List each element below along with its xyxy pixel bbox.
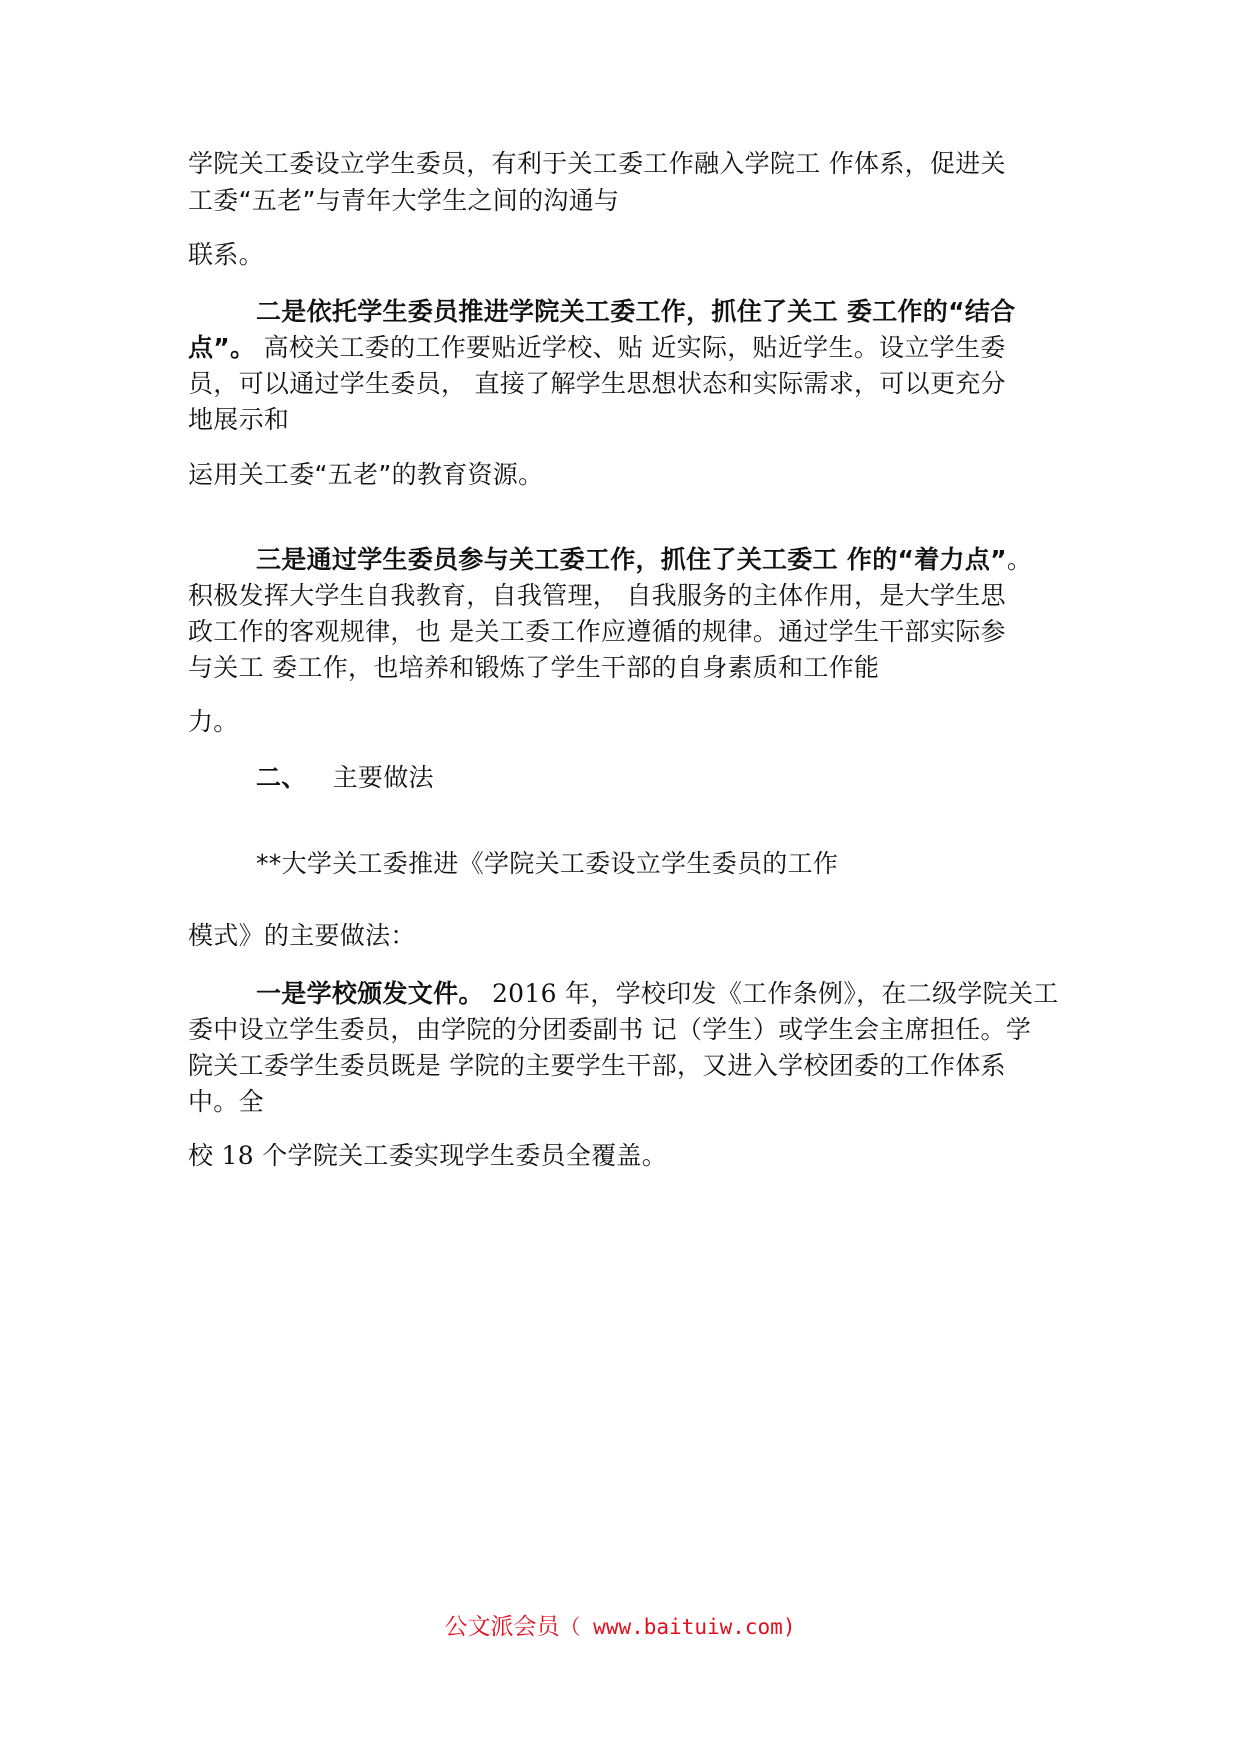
- paragraph3-lead: [256, 542, 1136, 578]
- footer-url[interactable]: （ www.baituiw.com): [559, 1615, 796, 1639]
- paragraph3-lead-bold: 三是通过学生委员参与关工委工作，抓住了关工委工 作的“着力点”: [256, 545, 1007, 574]
- section2-number: 二、: [256, 763, 307, 792]
- paragraph5-line1: [256, 976, 1136, 1012]
- section2-title: 主要做法: [332, 763, 434, 792]
- paragraph5-line2: 委中设立学生委员，由学院的分团委副书 记（学生）或学生会主席担任。学: [188, 1015, 1032, 1044]
- paragraph4-line1: **大学关工委推进《学院关工委设立学生委员的工作: [256, 849, 839, 878]
- paragraph3-lead-tail: 。: [1006, 545, 1033, 574]
- paragraph5-count: 18: [221, 1141, 254, 1170]
- paragraph3-line4: 与关工 委工作，也培养和锻炼了学生干部的自身素质和工作能: [188, 653, 880, 682]
- paragraph3-line2: 积极发挥大学生自我教育，自我管理， 自我服务的主体作用，是大学生思: [188, 581, 1006, 610]
- paragraph1-line3: 联系。: [188, 240, 264, 269]
- paragraph2-line5: 运用关工委“五老”的教育资源。: [188, 460, 544, 489]
- paragraph3-line3: 政工作的客观规律，也 是关工委工作应遵循的规律。通过学生干部实际参: [188, 617, 1006, 646]
- section2-heading: [256, 760, 1136, 796]
- paragraph5-line5: [188, 1138, 1068, 1174]
- paragraph5-year: 2016: [483, 979, 566, 1008]
- paragraph2-lead: 二是依托学生委员推进学院关工委工作，抓住了关工 委工作的“结合: [256, 297, 1016, 326]
- paragraph5-line1-rest: 年，学校印发《工作条例》，在二级学院关工: [565, 979, 1059, 1008]
- footer-brand: 公文派会员: [444, 1614, 560, 1640]
- paragraph4-line2: 模式》的主要做法：: [188, 921, 416, 950]
- paragraph5-line5-pre: 校: [188, 1141, 222, 1170]
- paragraph2-line2-bold: 点”。: [188, 333, 256, 362]
- paragraph5-line4: 中。全: [188, 1087, 264, 1116]
- paragraph1-line1: 学院关工委设立学生委员，有利于关工委工作融入学院工 作体系，促进关: [188, 149, 1006, 178]
- paragraph5-lead-bold: 一是学校颁发文件。: [256, 979, 484, 1008]
- paragraph3-line5: 力。: [188, 707, 239, 736]
- footer-watermark: [0, 1610, 1240, 1644]
- paragraph2-line4: 地展示和: [188, 405, 290, 434]
- paragraph2-line3: 员，可以通过学生委员， 直接了解学生思想状态和实际需求，可以更充分: [188, 369, 1006, 398]
- paragraph5-line5-rest: 个学院关工委实现学生委员全覆盖。: [253, 1141, 668, 1170]
- paragraph2-line2-rest: 高校关工委的工作要贴近学校、贴 近实际，贴近学生。设立学生委: [255, 333, 1006, 362]
- paragraph2-line2: [188, 330, 1068, 366]
- paragraph1-line2: 工委“五老”与青年大学生之间的沟通与: [188, 186, 620, 215]
- paragraph5-line3: 院关工委学生委员既是 学院的主要学生干部，又进入学校团委的工作体系: [188, 1051, 1006, 1080]
